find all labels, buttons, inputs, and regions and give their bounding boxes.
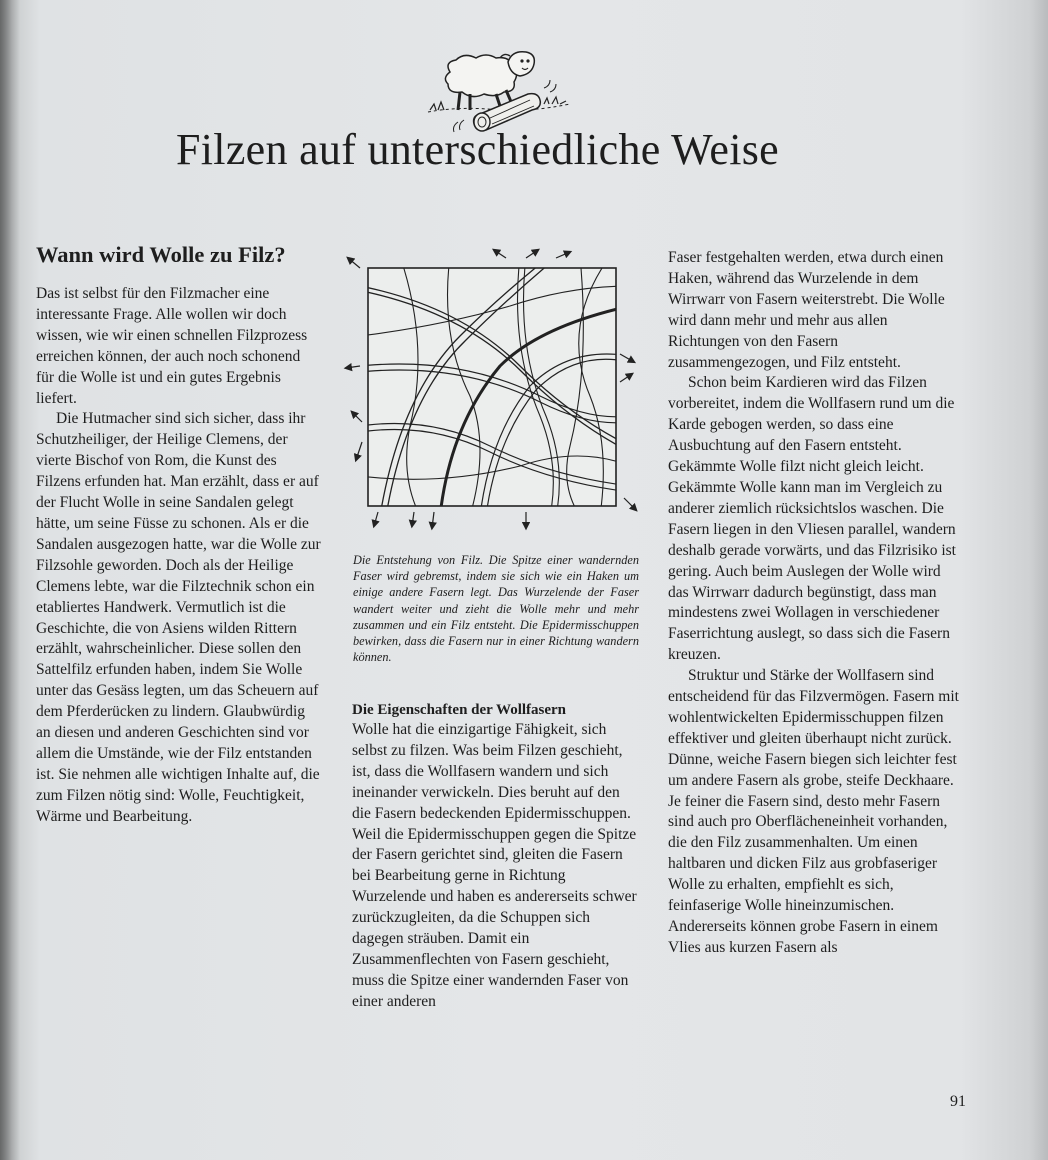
paragraph: Faser festgehalten werden, etwa durch einen Haken, während das Wurzelende in dem Wirrwarr von Fasern weiterstrebt. Die Wolle wird dann mehr und mehr aus allen Richtungen von den Fasern zusammengezogen, und Filz entsteht. xyxy=(668,249,945,371)
paragraph: Das ist selbst für den Filzmacher eine interessante Frage. Alle wollen wir doch wissen, wie wir einen schnellen Filzprozess erreichen können, der auch noch schonend für die Wolle ist und ein gutes Ergebnis liefert. xyxy=(36,285,308,407)
paragraph: Die Hutmacher sind sich sicher, dass ihr Schutzheiliger, der Heilige Clemens, der vierte Bischof von Rom, die Kunst des Filzens erfunden hat. Man erzählt, dass er auf der Flucht Wolle in seine Sandalen gelegt hätte, um seine Füsse zu schonen. Als er die Sandalen ausgezogen hatte, war die Wolle zur Filzsohle geworden. Doch als der Heilige Clemens lebte, war die Filztechnik schon ein etabliertes Handwerk. Vermutlich ist die Geschichte, die von Asiens wilden Rittern erzählt, wahrscheinlicher. Diese sollen den Sattelfilz erfunden haben, indem Sie Wolle unter das Gesäss legten, um das Scheuern auf dem Pferderücken zu lindern. Glaubwürdig an diesen und anderen Geschichten sind vor allem die Umstände, wie der Filz entstanden ist. Sie nehmen alle wichtigen Inhalte auf, die zum Filzen nötig sind: Wolle, Feuchtigkeit, Wärme und Bearbeitung. xyxy=(36,410,321,825)
column-left xyxy=(36,284,321,828)
column-right xyxy=(668,248,960,959)
paragraph: Schon beim Kardieren wird das Filzen vorbereitet, indem die Wollfasern rund um die Karde gebogen werden, so dass eine Ausbuchtung auf den Fasern entsteht. Gekämmte Wolle filzt nicht gleich leicht. Gekämmte Wolle kann man im Vergleich zu anderer ziemlich rücksichtslos waschen. Die Fasern liegen in den Vliesen parallel, wandern deshalb gerade vorwärts, und das Filzrisiko ist gering. Auch beim Auslegen der Wolle wird das Wirrwarr dadurch begünstigt, dass man mindestens zwei Wollagen in verschiedener Faserrichtung auslegt, so dass sich die Fasern kreuzen. xyxy=(668,374,956,664)
subheading: Die Eigenschaften der Wollfasern xyxy=(352,702,567,718)
column-middle xyxy=(352,700,640,1013)
figure-caption: Die Entstehung von Filz. Die Spitze einer wandernden Faser wird gebremst, indem sie sich wie ein Haken um einige andere Fasern legt. Das Wurzelende der Faser wandert weiter und zieht die Wolle mehr und mehr zusammen und ein Filz entsteht. Die Epidermisschuppen bewirken, dass die Fasern nur in einer Richtung wandern können. xyxy=(353,553,639,665)
page-number: 91 xyxy=(950,1093,966,1110)
section-heading: Wann wird Wolle zu Filz? xyxy=(36,242,286,267)
felt-formation-diagram xyxy=(340,246,640,536)
page-title: Filzen auf unterschiedliche Weise xyxy=(176,125,779,174)
gutter-shadow xyxy=(0,0,20,1160)
paragraph: Struktur und Stärke der Wollfasern sind entscheidend für das Filzvermögen. Fasern mit wohlentwickelten Epidermisschuppen filzen effektiver und gleiten überhaupt nicht zurück. Dünne, weiche Fasern biegen sich leichter fest um andere Fasern als grobe, steife Deckhaare. Je feiner die Fasern sind, desto mehr Fasern sind auch pro Oberflächeneinheit vorhanden, die den Filz zusammenhalten. Um einen haltbaren und dicken Filz aus grobfaseriger Wolle zu erhalten, empfiehlt es sich, feinfaserige Wolle hineinzumischen. Andererseits können grobe Fasern in einem Vlies aus kurzen Fasern als xyxy=(668,667,959,956)
paragraph: Wolle hat die einzigartige Fähigkeit, sich selbst zu filzen. Was beim Filzen geschieht, ist, dass die Wollfasern wandern und sich ineinander verwickeln. Dies beruht auf den die Fasern bedeckenden Epidermisschuppen. Weil die Epidermisschuppen gegen die Spitze der Fasern gerichtet sind, gleiten die Fasern bei Bearbeitung gerne in Richtung Wurzelende und haben es andererseits schwer zurückzugleiten, da die Schuppen sich dagegen sträuben. Damit ein Zusammenflechten von Fasern geschieht, muss die Spitze einer wandernden Faser von einer anderen xyxy=(352,721,637,1010)
fiber-box xyxy=(368,268,616,506)
